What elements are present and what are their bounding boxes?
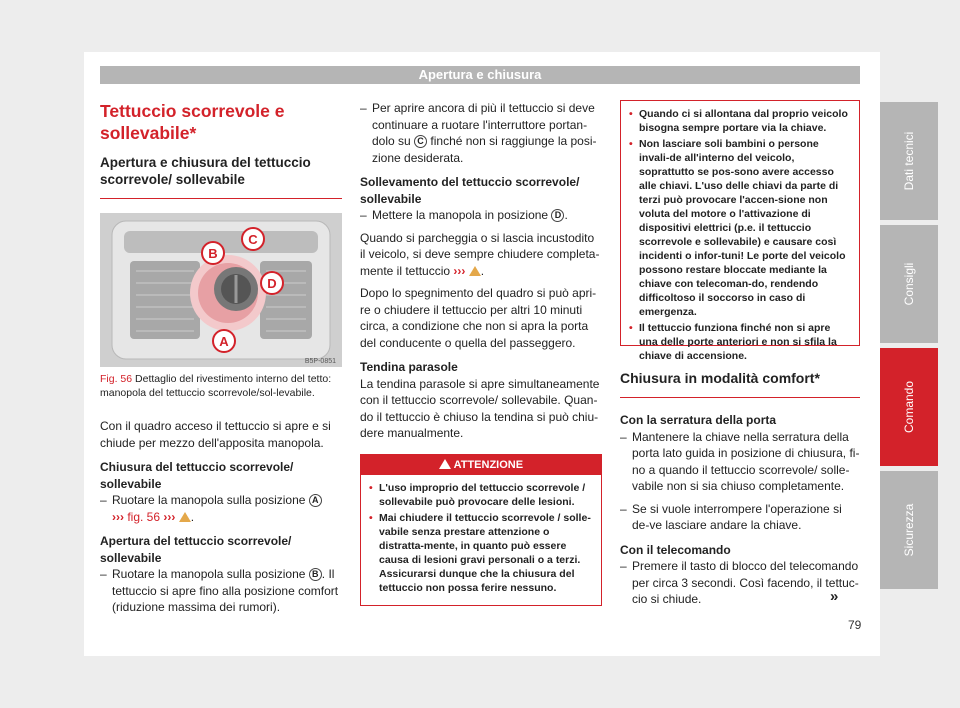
sunblind-text: La tendina parasole si apre simultaneamente con il tettuccio scorrevole/ sollevabile. Quan-do il tettuccio è chiuso la tendina si può chiu-dere manualmente. — [360, 376, 600, 440]
chevron-icon: ››› — [112, 509, 124, 524]
column-1 — [100, 100, 342, 616]
section-header: Apertura e chiusura — [100, 66, 860, 84]
warning-triangle-icon — [179, 512, 191, 522]
closing-step-text: Ruotare la manopola sulla posizione — [112, 493, 306, 507]
comfort-closing-title: Chiusura in modalità comfort* — [620, 370, 860, 398]
info-item: • Non lasciare soli bambini o persone invali-de all'interno del veicolo, soprattutto se pos-sono avere accesso alle chiavi. L'uso delle chiavi da parte di terzi può provocare l'accen-sione non voluta del motore o l'attivazione di dispositivi elettrici (p.e. il tettuccio scorrevole e sollevabile) e causare così incidenti o infor-tuni! Le porte del veicolo possono restare bloccate mediante la chiave con telecoman-do, rendendo difficoltoso il soccorso in caso di emergenza. — [629, 137, 851, 319]
info-item: • Il tettuccio funziona finché non si apre una delle porte anteriori e non si sfila la chiave di accensione. — [629, 321, 851, 363]
parking-text: Quando si parcheggia o si lascia incustodito il veicolo, si deve sempre chiudere completa-mente il tettuccio ››› . — [360, 230, 600, 278]
ignition-off-text: Dopo lo spegnimento del quadro si può apri-re o chiudere il tettuccio per altri 10 minuti circa, a condizione che non si apra la porta del conducente o quella del passeggero. — [360, 286, 597, 350]
column-3 — [620, 100, 860, 608]
warning-item: • L'uso improprio del tettuccio scorrevole / sollevabile può provocare delle lesioni. — [369, 481, 593, 509]
chapter-tabs — [880, 102, 938, 594]
page-number: 79 — [848, 618, 862, 632]
tab-label: Sicurezza — [902, 503, 916, 557]
svg-text:C: C — [248, 232, 258, 247]
warning-item: • Mai chiudere il tettuccio scorrevole / solle-vabile senza prestare attenzione o distratta-mente, in quanto può essere causa di lesioni gravi personali o a terzi. Assicurarsi dunque che la chiusura del tettuccio non possa ferire nessuno. — [369, 511, 593, 595]
chevron-icon: ››› — [163, 509, 176, 524]
sunblind-heading: Tendina parasole — [360, 360, 458, 374]
section-subtitle: Apertura e chiusura del tettuccio scorrevole/ sollevabile — [100, 154, 342, 199]
position-badge-d: D — [551, 209, 564, 222]
tilting-heading: Sollevamento del tettuccio scorrevole/ sollevabile — [360, 175, 580, 206]
roof-panel-illustration — [100, 213, 342, 367]
caption-text: Dettaglio del rivestimento interno del tetto: manopola del tettuccio scorrevole/sol-levabile. — [100, 373, 332, 399]
tab-comando[interactable] — [880, 348, 938, 466]
position-badge-a: A — [309, 494, 322, 507]
roof-control-figure — [100, 213, 342, 367]
warning-triangle-icon — [469, 266, 481, 276]
caption-label: Fig. 56 — [100, 373, 133, 385]
door-lock-heading: Con la serratura della porta — [620, 413, 777, 427]
opening-step-text: Ruotare la manopola sulla posizione — [112, 567, 306, 581]
closing-heading: Chiusura del tettuccio scorrevole/ sollevabile — [100, 460, 294, 491]
tab-consigli[interactable] — [880, 225, 938, 343]
opening-step-text-2: . Il tettuccio si apre fino alla posizione comfort (riduzione massima dei rumori). — [112, 567, 339, 614]
chevron-icon: ››› — [453, 263, 466, 278]
further-opening-text: Per aprire ancora di più il tettuccio si deve continuare a ruotare l'interruttore portan-dolo su — [372, 101, 595, 148]
tab-label: Consigli — [902, 262, 916, 306]
remote-step-1: – Premere il tasto di blocco del telecomando per circa 3 secondi. Così facendo, il tettuc-cio si chiude. — [620, 558, 860, 608]
warning-box — [360, 454, 602, 606]
section-title: Tettuccio scorrevole e sollevabile* — [100, 101, 285, 143]
tab-label: Comando — [902, 380, 916, 434]
figure-code: B5P-0851 — [304, 358, 336, 365]
warning-title: ATTENZIONE — [453, 458, 524, 471]
tilting-step-text: Mettere la manopola in posizione — [372, 208, 549, 222]
warning-triangle-icon — [439, 459, 451, 469]
tab-label: Dati tecnici — [902, 131, 916, 191]
door-lock-step-2: – Se si vuole interrompere l'operazione si de-ve lasciare andare la chiave. — [620, 501, 860, 534]
warning-header — [361, 455, 601, 475]
opening-step — [100, 566, 342, 616]
intro-text: Con il quadro acceso il tettuccio si apre e si chiude per mezzo dell'apposita manopola. — [100, 419, 331, 450]
figure-reference-link[interactable]: fig. 56 — [127, 509, 161, 524]
further-opening-step — [360, 100, 602, 166]
parking-text-content: Quando si parcheggia o si lascia incustodito il veicolo, si deve sempre chiudere completa-mente il tettuccio — [360, 230, 600, 278]
position-badge-b: B — [309, 568, 322, 581]
svg-text:B: B — [208, 246, 218, 261]
svg-text:D: D — [267, 276, 277, 291]
warning-body — [361, 475, 601, 605]
svg-text:A: A — [219, 334, 229, 349]
tab-sicurezza[interactable] — [880, 471, 938, 589]
safety-info-box — [620, 100, 860, 362]
tilting-step: – Mettere la manopola in posizione D . — [360, 207, 602, 224]
door-lock-step-1: – Mantenere la chiave nella serratura della porta lato guida in posizione di chiusura, fi-no a quando il tettuccio scorrevole/ solle-vabile non si sia chiuso completamente. — [620, 429, 860, 495]
opening-heading: Apertura del tettuccio scorrevole/ sollevabile — [100, 534, 292, 565]
figure-caption — [100, 373, 342, 400]
tab-dati-tecnici[interactable] — [880, 102, 938, 220]
info-item: • Quando ci si allontana dal proprio veicolo bisogna sempre portare via la chiave. — [629, 107, 851, 135]
continue-arrow-icon: » — [830, 588, 839, 605]
closing-step: – Ruotare la manopola sulla posizione A ››› fig. 56 ››› . — [100, 492, 342, 525]
remote-heading: Con il telecomando — [620, 542, 731, 557]
further-opening-text-2: finché non si raggiunge la posi-zione desiderata. — [372, 134, 597, 165]
position-badge-c: C — [414, 135, 427, 148]
column-2 — [360, 100, 602, 606]
